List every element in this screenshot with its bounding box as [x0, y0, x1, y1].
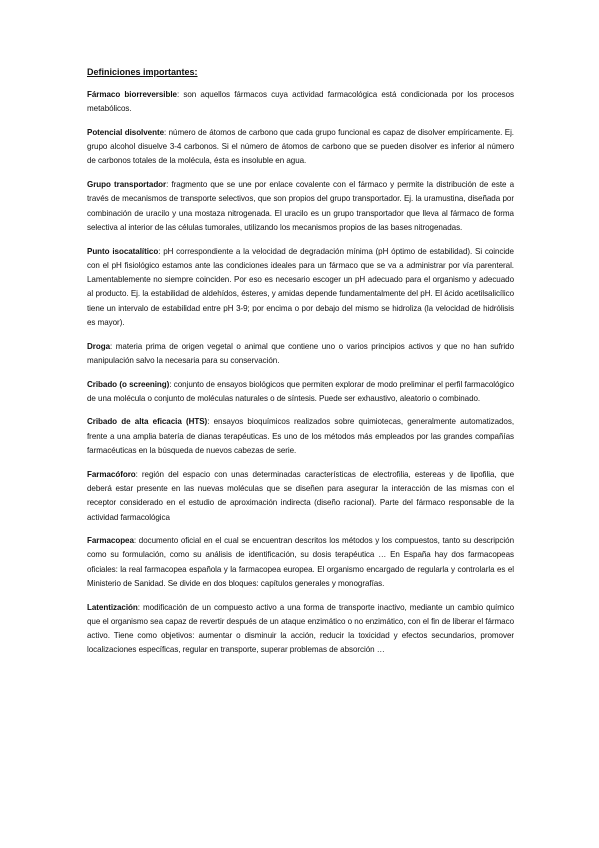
- definition-potencial-disolvente: [87, 126, 514, 169]
- definition-text: : conjunto de ensayos biológicos que permiten explorar de modo preliminar el perfil farmacológico de una molécula o conjunto de moléculas naturales o de síntesis. Puede ser exhaustivo, aleatorio o combinado.: [87, 379, 514, 403]
- definition-text: : ensayos bioquímicos realizados sobre quimiotecas, generalmente automatizados, frente a una amplia batería de dianas terapéuticas. Es uno de los métodos más empleados por las grandes compañías farmacéuticas en la búsqueda de nuevos cabezas de serie.: [87, 417, 514, 456]
- definition-term: Fármaco biorreversible: [87, 90, 177, 99]
- definition-punto-isocatalitico: [87, 245, 514, 331]
- definition-text: : número de átomos de carbono que cada grupo funcional es capaz de disolver empíricamente. Ej. grupo alcohol disuelve 3-4 carbonos. Si el número de átomos de carbono que se pueden disolver es inferior al número de carbonos totales de la molécula, ésta es insoluble en agua.: [87, 127, 514, 166]
- definition-term: Farmacopea: [87, 536, 134, 546]
- definition-term: Punto isocatalítico: [87, 246, 159, 256]
- definition-term: Latentización: [87, 602, 138, 612]
- definition-term: Potencial disolvente: [87, 127, 165, 137]
- definition-cribado-alta-eficacia: [87, 415, 514, 458]
- definition-text: : región del espacio con unas determinadas características de electrofilia, estereas y de lipofilia, que deberá estar presente en las nuevas moléculas que se diseñen para asegurar la interacción de las mismas con el receptor considerado en el estudio de aproximación indirecta (diseño racional). Parte del fármaco responsable de la actividad farmacológica: [87, 469, 514, 522]
- definition-farmaco-biorreversible: [87, 88, 514, 117]
- definition-farmacoforo: [87, 468, 514, 525]
- definition-term: Farmacóforo: [87, 469, 136, 479]
- definition-farmacopea: [87, 534, 514, 591]
- page-heading: Definiciones importantes:: [87, 67, 198, 77]
- definition-text: : fragmento que se une por enlace covalente con el fármaco y permite la distribución de este a través de mecanismos de transporte selectivos, que son propios del grupo transportador. Ej. la uramustina, diseñada por combinación de uracilo y una mostaza nitrogenada. El uracilo es un grupo transportador que lleva al fármaco de forma selectiva al interior de las células tumorales, utilizando los mecanismos propios de las bases nitrogenadas.: [87, 180, 514, 232]
- definition-text: : documento oficial en el cual se encuentran descritos los métodos y los compuestos, tanto su descripción como su formulación, como su análisis de identificación, su dosis terapéutica … En España hay dos farmacopeas oficiales: la real farmacopea española y la farmacopea europea. El organismo encargado de regularla y controlarla es el Ministerio de Sanidad. Se divide en dos bloques: capítulos generales y monografías.: [87, 536, 514, 588]
- definition-text: : materia prima de origen vegetal o animal que contiene uno o varios principios activos y que no han sufrido manipulación salvo la necesaria para su conservación.: [87, 341, 514, 365]
- definition-text: : pH correspondiente a la velocidad de degradación mínima (pH óptimo de estabilidad). Si coincide con el pH fisiológico estamos ante las condiciones ideales para un fármaco que se va a administrar por vía parenteral. Lamentablemente no siempre coinciden. Por eso es necesario escoger un pH adecuado para el organismo y adecuado al producto. Ej. la estabilidad de aldehídos, ésteres, y amidas depende fundamentalmente del pH. El ácido acetilsalicílico tiene un intervalo de estabilidad entre pH 3-9; por encima o por debajo del mismo se hidroliza (la velocidad de hidrólisis es mayor).: [87, 246, 514, 328]
- definition-grupo-transportador: [87, 178, 514, 235]
- definition-text: : modificación de un compuesto activo a una forma de transporte inactivo, mediante un cambio químico que el organismo sea capaz de revertir después de un ataque enzimático o no enzimático, con el fin de liberar el fármaco activo. Tiene como objetivos: aumentar o disminuir la acción, reducir la toxicidad y efectos secundarios, promover localizaciones específicas, regular en transporte, superar problemas de absorción …: [87, 602, 514, 655]
- definition-term: Cribado de alta eficacia (HTS): [87, 417, 208, 427]
- definition-term: Grupo transportador: [87, 180, 167, 190]
- definition-text: : son aquellos fármacos cuya actividad farmacológica está condicionada por los procesos metabólicos.: [87, 90, 514, 114]
- definition-term: Cribado (o screening): [87, 379, 170, 389]
- definition-latentizacion: [87, 601, 514, 658]
- definition-term: Droga: [87, 341, 110, 351]
- definition-droga: [87, 340, 514, 369]
- document-page: [87, 66, 514, 667]
- definition-cribado: [87, 378, 514, 407]
